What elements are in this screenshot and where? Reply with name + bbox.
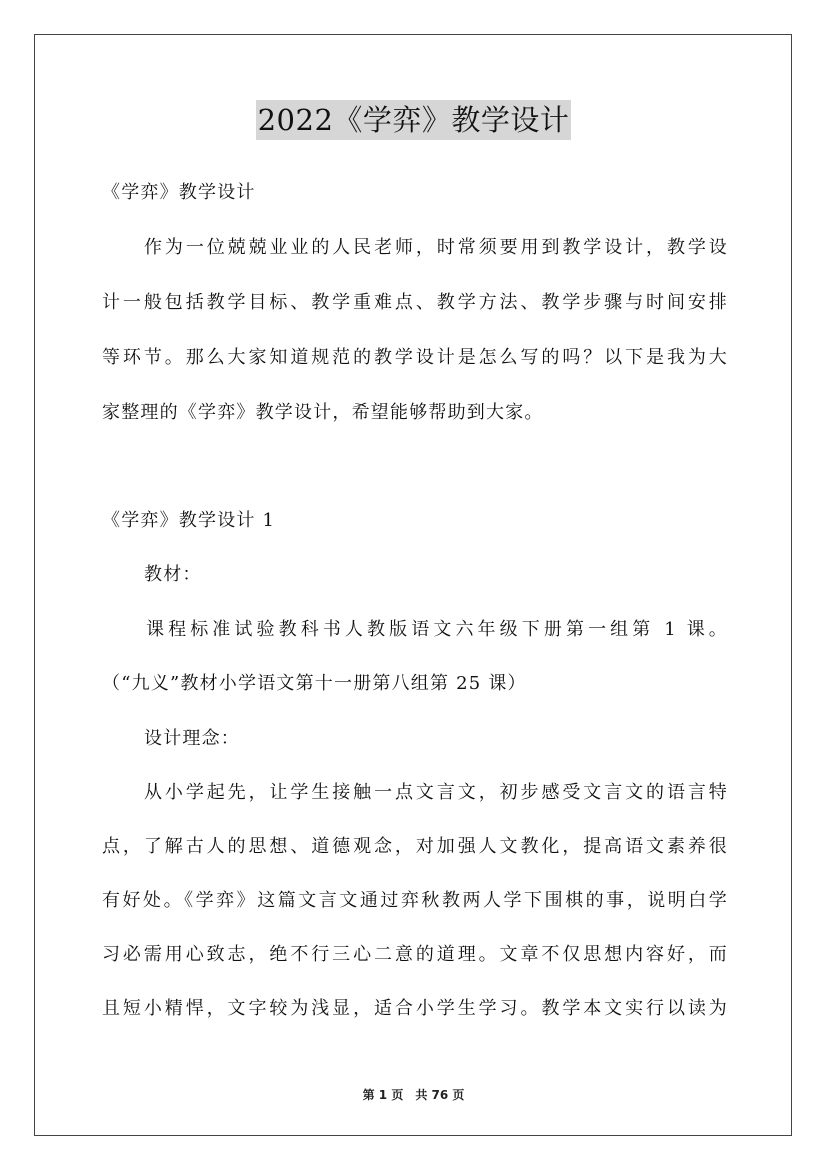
title-container bbox=[0, 100, 827, 140]
material-line-1: 课程标准试验教科书人教版语文六年级下册第一组第 1 课。 bbox=[146, 619, 728, 640]
material-label: 教材： bbox=[144, 564, 202, 585]
intro-line-4: 家整理的《学弈》教学设计，希望能够帮助到大家。 bbox=[102, 402, 544, 423]
material-line-2: （“九义”教材小学语文第十一册第八组第 25 课） bbox=[102, 673, 527, 694]
concept-line-2: 点，了解古人的思想、道德观念，对加强人文教化，提高语文素养很 bbox=[102, 836, 728, 857]
document-heading: 《学弈》教学设计 bbox=[102, 182, 256, 203]
section1-heading: 《学弈》教学设计 1 bbox=[102, 510, 276, 531]
intro-line-1: 作为一位兢兢业业的人民老师，时常须要用到教学设计，教学设 bbox=[144, 237, 728, 258]
page-number-footer: 第 1 页 共 76 页 bbox=[362, 1088, 465, 1102]
document-title: 2022《学弈》教学设计 bbox=[256, 100, 572, 140]
concept-label: 设计理念： bbox=[144, 728, 240, 749]
concept-line-1: 从小学起先，让学生接触一点文言文，初步感受文言文的语言特 bbox=[144, 782, 728, 803]
intro-line-3: 等环节。那么大家知道规范的教学设计是怎么写的吗？以下是我为大 bbox=[102, 347, 728, 368]
concept-line-4: 习必需用心致志，绝不行三心二意的道理。文章不仅思想内容好，而 bbox=[102, 944, 728, 965]
intro-line-2: 计一般包括教学目标、教学重难点、教学方法、教学步骤与时间安排 bbox=[102, 292, 728, 313]
concept-line-3: 有好处。《学弈》这篇文言文通过弈秋教两人学下围棋的事，说明白学 bbox=[102, 890, 728, 911]
concept-line-5: 且短小精悍，文字较为浅显，适合小学生学习。教学本文实行以读为 bbox=[102, 998, 728, 1019]
